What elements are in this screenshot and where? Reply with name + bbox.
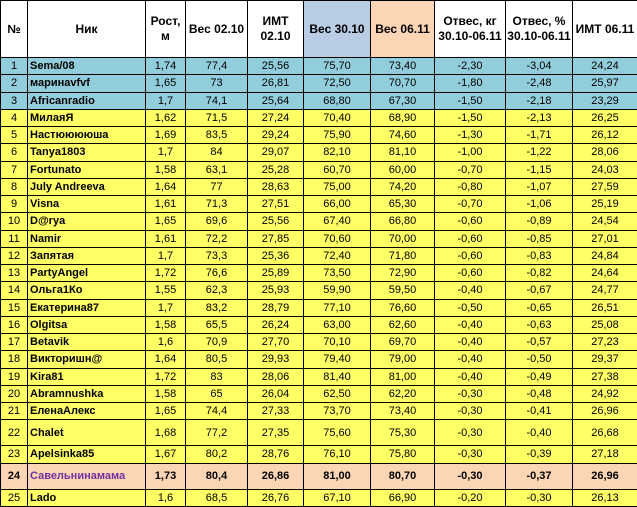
cell-num: 15 (1, 299, 28, 316)
cell-weight-3010: 73,70 (304, 403, 371, 420)
cell-weight-0210: 83,5 (186, 127, 248, 144)
cell-height: 1,7 (146, 299, 186, 316)
cell-loss-kg: -2,30 (435, 58, 506, 75)
cell-height: 1,68 (146, 420, 186, 446)
cell-nick: МилаяЯ (28, 109, 146, 126)
cell-weight-0611: 72,90 (371, 265, 435, 282)
header-bmi-0611: ИМТ 06.11 (573, 1, 637, 58)
cell-num: 21 (1, 403, 28, 420)
header-height: Рост, м (146, 1, 186, 58)
cell-weight-0611: 73,40 (371, 403, 435, 420)
cell-bmi-0210: 25,89 (248, 265, 304, 282)
cell-height: 1,7 (146, 247, 186, 264)
cell-loss-pct: -0,48 (506, 385, 573, 402)
cell-weight-0210: 80,2 (186, 446, 248, 463)
cell-height: 1,7 (146, 92, 186, 109)
cell-height: 1,74 (146, 58, 186, 75)
cell-weight-0210: 71,5 (186, 109, 248, 126)
cell-bmi-0611: 27,23 (573, 334, 637, 351)
cell-weight-0611: 76,60 (371, 299, 435, 316)
cell-weight-0611: 62,60 (371, 316, 435, 333)
cell-nick: Betavik (28, 334, 146, 351)
table-row (1, 265, 637, 282)
table-body (1, 58, 637, 507)
cell-num: 12 (1, 247, 28, 264)
cell-height: 1,58 (146, 385, 186, 402)
table-row (1, 368, 637, 385)
cell-height: 1,72 (146, 265, 186, 282)
cell-height: 1,58 (146, 161, 186, 178)
cell-weight-0210: 70,9 (186, 334, 248, 351)
header-weight-3010: Вес 30.10 (304, 1, 371, 58)
cell-weight-0210: 77,2 (186, 420, 248, 446)
cell-num: 1 (1, 58, 28, 75)
cell-loss-pct: -0,50 (506, 351, 573, 368)
cell-loss-pct: -1,22 (506, 144, 573, 161)
cell-bmi-0210: 27,51 (248, 196, 304, 213)
cell-weight-0210: 83,2 (186, 299, 248, 316)
cell-weight-0210: 80,4 (186, 463, 248, 489)
table-row (1, 92, 637, 109)
header-row (1, 1, 637, 58)
cell-loss-pct: -2,48 (506, 75, 573, 92)
cell-nick: Visna (28, 196, 146, 213)
cell-nick: Abramnushka (28, 385, 146, 402)
cell-height: 1,6 (146, 489, 186, 506)
cell-bmi-0611: 26,51 (573, 299, 637, 316)
cell-weight-0611: 79,00 (371, 351, 435, 368)
cell-weight-0210: 71,3 (186, 196, 248, 213)
cell-weight-0611: 70,70 (371, 75, 435, 92)
cell-loss-pct: -0,49 (506, 368, 573, 385)
cell-loss-pct: -1,07 (506, 178, 573, 195)
cell-loss-pct: -0,40 (506, 420, 573, 446)
cell-loss-kg: -0,40 (435, 282, 506, 299)
cell-height: 1,69 (146, 127, 186, 144)
cell-bmi-0611: 26,68 (573, 420, 637, 446)
cell-bmi-0611: 24,77 (573, 282, 637, 299)
cell-bmi-0210: 29,07 (248, 144, 304, 161)
cell-bmi-0611: 25,08 (573, 316, 637, 333)
cell-num: 2 (1, 75, 28, 92)
cell-weight-0210: 68,5 (186, 489, 248, 506)
cell-bmi-0210: 28,79 (248, 299, 304, 316)
cell-loss-pct: -0,41 (506, 403, 573, 420)
table-row (1, 351, 637, 368)
cell-bmi-0611: 27,38 (573, 368, 637, 385)
cell-weight-0611: 60,00 (371, 161, 435, 178)
cell-bmi-0210: 28,63 (248, 178, 304, 195)
cell-bmi-0210: 26,04 (248, 385, 304, 402)
cell-bmi-0611: 24,54 (573, 213, 637, 230)
cell-height: 1,65 (146, 403, 186, 420)
cell-nick: ЕленаАлекс (28, 403, 146, 420)
cell-num: 4 (1, 109, 28, 126)
cell-weight-0611: 81,10 (371, 144, 435, 161)
cell-loss-kg: -0,50 (435, 299, 506, 316)
cell-bmi-0611: 24,24 (573, 58, 637, 75)
table-row (1, 196, 637, 213)
cell-nick: Lado (28, 489, 146, 506)
cell-height: 1,73 (146, 463, 186, 489)
cell-nick: Chalet (28, 420, 146, 446)
cell-weight-3010: 75,60 (304, 420, 371, 446)
cell-bmi-0611: 26,12 (573, 127, 637, 144)
cell-height: 1,65 (146, 213, 186, 230)
cell-loss-kg: -0,70 (435, 196, 506, 213)
cell-weight-0210: 77,4 (186, 58, 248, 75)
cell-weight-0210: 74,4 (186, 403, 248, 420)
cell-num: 19 (1, 368, 28, 385)
cell-weight-0210: 76,6 (186, 265, 248, 282)
cell-height: 1,67 (146, 446, 186, 463)
cell-bmi-0611: 29,37 (573, 351, 637, 368)
cell-nick: Africanradio (28, 92, 146, 109)
cell-num: 13 (1, 265, 28, 282)
cell-bmi-0611: 26,96 (573, 463, 637, 489)
cell-weight-3010: 75,90 (304, 127, 371, 144)
cell-weight-0611: 66,80 (371, 213, 435, 230)
cell-bmi-0611: 26,13 (573, 489, 637, 506)
cell-weight-3010: 60,70 (304, 161, 371, 178)
header-loss-pct: Отвес, % 30.10-06.11 (506, 1, 573, 58)
cell-height: 1,61 (146, 230, 186, 247)
cell-weight-3010: 81,00 (304, 463, 371, 489)
header-loss-kg: Отвес, кг 30.10-06.11 (435, 1, 506, 58)
cell-nick: Namir (28, 230, 146, 247)
cell-weight-3010: 62,50 (304, 385, 371, 402)
cell-loss-kg: -0,30 (435, 446, 506, 463)
cell-weight-0210: 72,2 (186, 230, 248, 247)
cell-bmi-0210: 26,76 (248, 489, 304, 506)
table-row (1, 489, 637, 506)
cell-height: 1,64 (146, 351, 186, 368)
cell-nick: Настююююша (28, 127, 146, 144)
cell-weight-3010: 68,80 (304, 92, 371, 109)
cell-nick: Apelsinka85 (28, 446, 146, 463)
cell-height: 1,58 (146, 316, 186, 333)
cell-loss-pct: -2,18 (506, 92, 573, 109)
cell-weight-0611: 69,70 (371, 334, 435, 351)
cell-bmi-0210: 25,93 (248, 282, 304, 299)
cell-weight-0210: 77 (186, 178, 248, 195)
cell-weight-0611: 70,00 (371, 230, 435, 247)
table-row (1, 385, 637, 402)
cell-bmi-0210: 25,56 (248, 58, 304, 75)
cell-bmi-0611: 27,18 (573, 446, 637, 463)
table-row (1, 75, 637, 92)
cell-weight-3010: 76,10 (304, 446, 371, 463)
cell-num: 24 (1, 463, 28, 489)
cell-weight-0611: 65,30 (371, 196, 435, 213)
cell-loss-kg: -0,40 (435, 334, 506, 351)
cell-nick: July Andreeva (28, 178, 146, 195)
cell-weight-0210: 73 (186, 75, 248, 92)
cell-bmi-0210: 29,93 (248, 351, 304, 368)
cell-loss-kg: -0,70 (435, 161, 506, 178)
cell-weight-0611: 74,60 (371, 127, 435, 144)
cell-nick: Sema/08 (28, 58, 146, 75)
cell-loss-kg: -1,50 (435, 109, 506, 126)
cell-loss-kg: -0,60 (435, 213, 506, 230)
table-row (1, 463, 637, 489)
header-weight-0611: Вес 06.11 (371, 1, 435, 58)
cell-weight-0210: 74,1 (186, 92, 248, 109)
table-row (1, 178, 637, 195)
cell-loss-pct: -0,37 (506, 463, 573, 489)
cell-weight-0611: 73,40 (371, 58, 435, 75)
cell-bmi-0210: 26,81 (248, 75, 304, 92)
cell-weight-0210: 63,1 (186, 161, 248, 178)
cell-weight-3010: 82,10 (304, 144, 371, 161)
table-row (1, 144, 637, 161)
cell-num: 3 (1, 92, 28, 109)
cell-weight-3010: 70,10 (304, 334, 371, 351)
cell-loss-kg: -0,60 (435, 265, 506, 282)
cell-nick: Савельнинамама (28, 463, 146, 489)
table-row (1, 127, 637, 144)
cell-weight-0210: 73,3 (186, 247, 248, 264)
cell-height: 1,64 (146, 178, 186, 195)
cell-loss-kg: -0,30 (435, 463, 506, 489)
cell-weight-3010: 75,00 (304, 178, 371, 195)
cell-bmi-0611: 24,92 (573, 385, 637, 402)
table-row (1, 109, 637, 126)
cell-nick: Tanya1803 (28, 144, 146, 161)
table-row (1, 247, 637, 264)
cell-loss-pct: -0,65 (506, 299, 573, 316)
cell-bmi-0210: 25,36 (248, 247, 304, 264)
cell-loss-pct: -0,89 (506, 213, 573, 230)
cell-weight-3010: 70,60 (304, 230, 371, 247)
cell-num: 8 (1, 178, 28, 195)
cell-weight-0210: 65 (186, 385, 248, 402)
cell-bmi-0210: 27,24 (248, 109, 304, 126)
cell-loss-kg: -0,30 (435, 420, 506, 446)
cell-bmi-0611: 24,64 (573, 265, 637, 282)
cell-loss-kg: -0,80 (435, 178, 506, 195)
cell-weight-0611: 66,90 (371, 489, 435, 506)
cell-num: 18 (1, 351, 28, 368)
cell-loss-pct: -0,63 (506, 316, 573, 333)
cell-weight-3010: 67,10 (304, 489, 371, 506)
cell-nick: PartyAngel (28, 265, 146, 282)
cell-weight-0611: 74,20 (371, 178, 435, 195)
table-row (1, 230, 637, 247)
cell-nick: Olgitsa (28, 316, 146, 333)
cell-height: 1,7 (146, 144, 186, 161)
cell-loss-kg: -0,30 (435, 403, 506, 420)
cell-bmi-0611: 25,97 (573, 75, 637, 92)
cell-loss-pct: -0,67 (506, 282, 573, 299)
cell-bmi-0210: 26,86 (248, 463, 304, 489)
cell-weight-3010: 63,00 (304, 316, 371, 333)
cell-loss-pct: -2,13 (506, 109, 573, 126)
cell-height: 1,6 (146, 334, 186, 351)
cell-loss-pct: -0,82 (506, 265, 573, 282)
table-row (1, 299, 637, 316)
cell-loss-pct: -1,06 (506, 196, 573, 213)
cell-bmi-0611: 24,84 (573, 247, 637, 264)
cell-num: 20 (1, 385, 28, 402)
table-row (1, 316, 637, 333)
cell-bmi-0611: 23,29 (573, 92, 637, 109)
cell-weight-0611: 62,20 (371, 385, 435, 402)
cell-bmi-0210: 27,70 (248, 334, 304, 351)
cell-height: 1,72 (146, 368, 186, 385)
cell-weight-0210: 83 (186, 368, 248, 385)
table-row (1, 58, 637, 75)
cell-nick: Fortunato (28, 161, 146, 178)
cell-bmi-0210: 25,56 (248, 213, 304, 230)
cell-nick: маринаvfvf (28, 75, 146, 92)
table-row (1, 161, 637, 178)
cell-bmi-0210: 26,24 (248, 316, 304, 333)
cell-loss-pct: -0,39 (506, 446, 573, 463)
cell-bmi-0210: 27,85 (248, 230, 304, 247)
cell-loss-pct: -0,30 (506, 489, 573, 506)
cell-loss-pct: -1,15 (506, 161, 573, 178)
cell-num: 10 (1, 213, 28, 230)
cell-bmi-0611: 27,59 (573, 178, 637, 195)
cell-weight-3010: 70,40 (304, 109, 371, 126)
cell-weight-3010: 72,50 (304, 75, 371, 92)
cell-loss-kg: -0,20 (435, 489, 506, 506)
cell-weight-3010: 72,40 (304, 247, 371, 264)
cell-loss-pct: -1,71 (506, 127, 573, 144)
cell-weight-0210: 69,6 (186, 213, 248, 230)
cell-weight-3010: 59,90 (304, 282, 371, 299)
cell-weight-0611: 59,50 (371, 282, 435, 299)
cell-loss-kg: -1,80 (435, 75, 506, 92)
table-row (1, 282, 637, 299)
cell-bmi-0210: 28,76 (248, 446, 304, 463)
cell-bmi-0611: 26,96 (573, 403, 637, 420)
cell-nick: D@rya (28, 213, 146, 230)
header-weight-0210: Вес 02.10 (186, 1, 248, 58)
cell-num: 22 (1, 420, 28, 446)
table-row (1, 213, 637, 230)
cell-weight-0611: 75,80 (371, 446, 435, 463)
header-nick: Ник (28, 1, 146, 58)
cell-loss-kg: -0,60 (435, 230, 506, 247)
table-row (1, 446, 637, 463)
cell-nick: Екатерина87 (28, 299, 146, 316)
cell-weight-0611: 81,00 (371, 368, 435, 385)
cell-bmi-0611: 27,01 (573, 230, 637, 247)
cell-weight-3010: 73,50 (304, 265, 371, 282)
cell-weight-0611: 80,70 (371, 463, 435, 489)
cell-num: 16 (1, 316, 28, 333)
cell-num: 17 (1, 334, 28, 351)
cell-weight-3010: 67,40 (304, 213, 371, 230)
cell-bmi-0210: 27,35 (248, 420, 304, 446)
cell-weight-3010: 66,00 (304, 196, 371, 213)
cell-nick: Ольга1Ко (28, 282, 146, 299)
cell-weight-0611: 68,90 (371, 109, 435, 126)
cell-bmi-0611: 28,06 (573, 144, 637, 161)
cell-height: 1,65 (146, 75, 186, 92)
cell-weight-0210: 65,5 (186, 316, 248, 333)
cell-loss-kg: -0,40 (435, 351, 506, 368)
cell-bmi-0210: 25,28 (248, 161, 304, 178)
cell-weight-0611: 71,80 (371, 247, 435, 264)
cell-loss-kg: -0,60 (435, 247, 506, 264)
cell-loss-pct: -0,85 (506, 230, 573, 247)
cell-loss-kg: -0,40 (435, 316, 506, 333)
cell-weight-3010: 75,70 (304, 58, 371, 75)
cell-bmi-0210: 25,64 (248, 92, 304, 109)
cell-loss-pct: -0,57 (506, 334, 573, 351)
cell-num: 6 (1, 144, 28, 161)
cell-nick: Запятая (28, 247, 146, 264)
cell-loss-kg: -1,00 (435, 144, 506, 161)
cell-num: 11 (1, 230, 28, 247)
cell-bmi-0611: 26,25 (573, 109, 637, 126)
cell-loss-pct: -3,04 (506, 58, 573, 75)
cell-loss-kg: -0,40 (435, 368, 506, 385)
cell-loss-kg: -1,50 (435, 92, 506, 109)
cell-bmi-0611: 24,03 (573, 161, 637, 178)
cell-bmi-0210: 29,24 (248, 127, 304, 144)
cell-weight-3010: 77,10 (304, 299, 371, 316)
cell-loss-pct: -0,83 (506, 247, 573, 264)
cell-loss-kg: -0,30 (435, 385, 506, 402)
cell-weight-0210: 84 (186, 144, 248, 161)
cell-weight-3010: 81,40 (304, 368, 371, 385)
cell-bmi-0210: 28,06 (248, 368, 304, 385)
cell-num: 7 (1, 161, 28, 178)
cell-bmi-0611: 25,19 (573, 196, 637, 213)
cell-height: 1,55 (146, 282, 186, 299)
cell-nick: Kira81 (28, 368, 146, 385)
cell-weight-0611: 67,30 (371, 92, 435, 109)
cell-num: 25 (1, 489, 28, 506)
cell-weight-0611: 75,30 (371, 420, 435, 446)
cell-loss-kg: -1,30 (435, 127, 506, 144)
header-bmi-0210: ИМТ 02.10 (248, 1, 304, 58)
table-row (1, 420, 637, 446)
cell-num: 5 (1, 127, 28, 144)
cell-weight-0210: 80,5 (186, 351, 248, 368)
table-row (1, 334, 637, 351)
header-num: № (1, 1, 28, 58)
cell-height: 1,62 (146, 109, 186, 126)
cell-weight-3010: 79,40 (304, 351, 371, 368)
cell-height: 1,61 (146, 196, 186, 213)
cell-bmi-0210: 27,33 (248, 403, 304, 420)
table-row (1, 403, 637, 420)
cell-num: 23 (1, 446, 28, 463)
cell-nick: Викторишн@ (28, 351, 146, 368)
cell-num: 14 (1, 282, 28, 299)
cell-weight-0210: 62,3 (186, 282, 248, 299)
cell-num: 9 (1, 196, 28, 213)
